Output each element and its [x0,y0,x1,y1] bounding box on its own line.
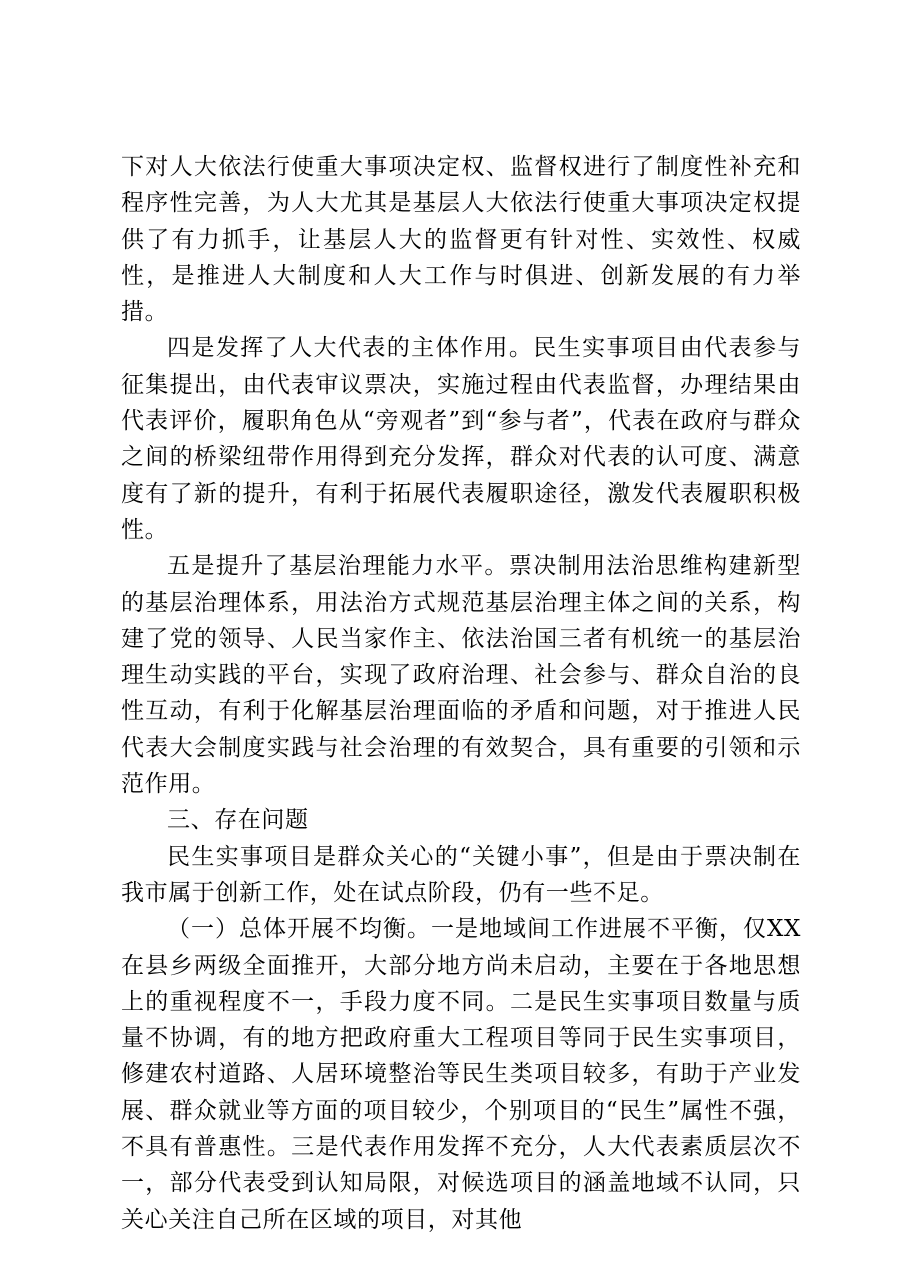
paragraph-representative-role: 四是发挥了人大代表的主体作用。民生实事项目由代表参与征集提出，由代表审议票决，实施过程由代表监督，办理结果由代表评价，履职角色从“旁观者”到“参与者”，代表在政府与群众之间的桥梁纽带作用得到充分发挥，群众对代表的认可度、满意度有了新的提升，有利于拓展代表履职途径，激发代表履职积极性。 [121,335,801,543]
paragraph-uneven-development [121,911,801,1238]
paragraph-continuation: 下对人大依法行使重大事项决定权、监督权进行了制度性补充和程序性完善，为人大尤其是基层人大依法行使重大事项决定权提供了有力抓手，让基层人大的监督更有针对性、实效性、权威性，是推进人大制度和人大工作与时俱进、创新发展的有力举措。 [121,154,801,326]
document-body [121,149,801,1238]
paragraph-problems-intro: 民生实事项目是群众关心的“关键小事”，但是由于票决制在我市属于创新工作，处在试点阶段，仍有一些不足。 [121,843,801,906]
paragraph-governance-capacity: 五是提升了基层治理能力水平。票决制用法治思维构建新型的基层治理体系，用法治方式规范基层治理主体之间的关系，构建了党的领导、人民当家作主、依法治国三者有机统一的基层治理生动实践的平台，实现了政府治理、社会参与、群众自治的良性互动，有利于化解基层治理面临的矛盾和问题，对于推进人民代表大会制度实践与社会治理的有效契合，具有重要的引领和示范作用。 [121,553,801,798]
section-heading-existing-problems: 三、存在问题 [167,807,309,834]
paragraph-uneven-development-text: 一是地域间工作进展不平衡，仅XX在县乡两级全面推开，大部分地方尚未启动，主要在于各地思想上的重视程度不一，手段力度不同。二是民生实事项目数量与质量不协调，有的地方把政府重大工程项目等同于民生实事项目，修建农村道路、人居环境整治等民生类项目较多，有助于产业发展、群众就业等方面的项目较少，个别项目的“民生”属性不强，不具有普惠性。三是代表作用发挥不充分，人大代表素质层次不一，部分代表受到认知局限，对候选项目的涵盖地域不认同，只关心关注自己所在区域的项目，对其他 [121,916,801,1233]
subheading-uneven-development: （一）总体开展不均衡。 [167,916,432,943]
